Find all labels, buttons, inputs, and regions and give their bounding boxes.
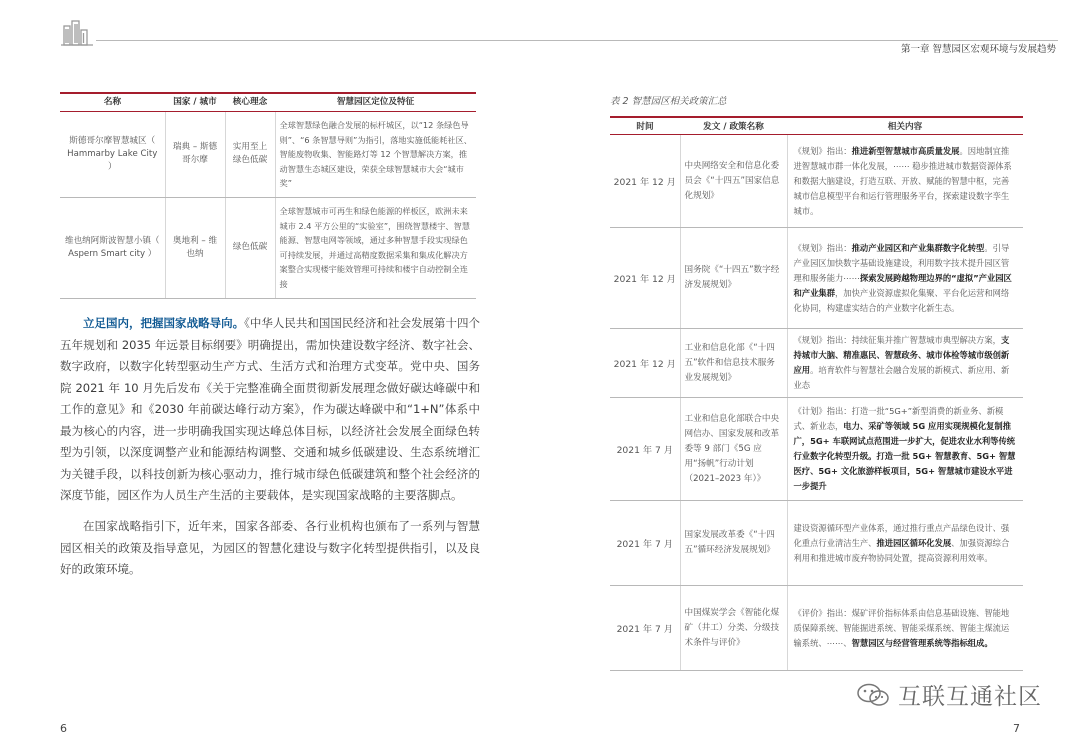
policy-highlight: 电力、采矿等领域 5G 应用实现规模化复制推广，5G+ 车联网试点范围进一步扩大，促进农业水利等传统行业数字化转型升级。打造一批 5G+ 智慧教育、5G+ 智慧医疗、5G+ 文化旅游样板项目，5G+ 智慧城市建设水平进一步提升 (793, 421, 1016, 491)
district-features: 全球智慧城市可再生和绿色能源的样板区，欧洲未来城市 2.4 平方公里的“实验室”，围绕智慧楼宇、智慧能源、智慧电网等领域，通过多种智慧手段实现绿色可持续发展，并通过高精度数据采集和集成化解决方案整合实现楼宇能效管理可持续和楼宇自动控制全连接 (275, 197, 476, 298)
policy-content (787, 228, 1023, 329)
column-header: 智慧园区定位及特征 (275, 93, 476, 112)
policy-document: 国家发展改革委《“十四五”循环经济发展规划》 (680, 501, 787, 586)
body-paragraph (60, 516, 480, 581)
policy-time: 2021 年 12 月 (610, 135, 680, 228)
policy-time: 2021 年 7 月 (610, 398, 680, 501)
table-row (610, 586, 1023, 671)
policy-content (787, 501, 1023, 586)
policy-table (610, 116, 1023, 671)
policy-content (787, 135, 1023, 228)
policy-highlight: 探索发展跨越物理边界的“虚拟”产业园区和产业集群 (793, 272, 1012, 298)
chapter-title: 第一章 智慧园区宏观环境与发展趋势 (895, 41, 1056, 55)
building-icon (60, 18, 94, 46)
policy-highlight: 推动产业园区和产业集群数字化转型 (851, 242, 985, 253)
district-name: 维也纳阿斯波智慧小镇（ Aspern Smart city ） (60, 197, 165, 298)
table-header-row (60, 93, 476, 112)
policy-text: 、加强资源综合利用和推进城市废弃物协同处置，提高资源利用效率。 (793, 537, 1010, 563)
policy-text: 。因地制宜推进智慧城市群一体化发展，⋯⋯ 稳步推进城市数据资源体系和数据大脑建设，打造互联、开放、赋能的智慧中枢，完善城市信息模型平台和运行管理服务平台，探索建设数字孪生城市。 (793, 145, 1012, 216)
table-row (60, 112, 476, 198)
district-name: 斯德哥尔摩智慧城区（ Hammarby Lake City ） (60, 112, 165, 198)
policy-text: 《规划》指出： (793, 242, 852, 253)
column-header: 核心理念 (225, 93, 275, 112)
policy-highlight: 推进园区循环化发展 (876, 537, 952, 548)
paragraph-text: 《中华人民共和国国民经济和社会发展第十四个五年规划和 2035 年远景目标纲要》明确提出，需加快建设数字经济、数字社会、数字政府，以数字化转型驱动生产方式、生活方式和治理方式变革。党中央、国务院 2021 年 10 月先后发布《关于完整准确全面贯彻新发展理念做好碳达峰碳中和工作的意见》和《2030 年前碳达峰行动方案》，作为碳达峰碳中和“1+N”体系中最为核心的内容，进一步明确我国实现达峰总体目标，以经济社会发展全面绿色转型为引领，以深度调整产业和能源结构调整、交通和城乡低碳建设、生态系统增汇为关键手段，以科技创新为核心驱动力，推行城市绿色低碳建筑和整个社会经济的深度节能，园区作为人员生产生活的主要载体，是实现国家战略的主要落脚点。 (60, 316, 481, 502)
smart-district-table (60, 92, 476, 299)
policy-text: 建设资源循环型产业体系，通过推行重点产品绿色设计、强化重点行业清洁生产、 (793, 522, 1010, 548)
column-header: 名称 (60, 93, 165, 112)
policy-text: 《评价》指出：煤矿评价指标体系由信息基础设施、智能地质保障系统、智能掘进系统、智能采煤系统、智能主煤流运输系统、⋯⋯、 (793, 607, 1010, 648)
paragraph-lead: 立足国内，把握国家战略导向。 (83, 316, 245, 330)
column-header: 时间 (610, 117, 680, 135)
policy-text: 《计划》指出：打造一批“5G+”新型消费的新业务、新模式、新业态， (793, 406, 1004, 431)
policy-time: 2021 年 7 月 (610, 586, 680, 671)
policy-highlight: 智慧园区与经营管理系统等指标组成。 (851, 637, 993, 648)
district-city: 奥地利 – 维也纳 (165, 197, 225, 298)
table-row (610, 501, 1023, 586)
policy-document: 国务院《“十四五”数字经济发展规划》 (680, 228, 787, 329)
policy-document: 中国煤炭学会《智能化煤矿（井工）分类、分级技术条件与评价》 (680, 586, 787, 671)
policy-highlight: 推进新型智慧城市高质量发展 (851, 145, 960, 156)
policy-document: 中央网络安全和信息化委员会《“十四五”国家信息化规划》 (680, 135, 787, 228)
policy-text: 《规划》指出：持续征集并推广智慧城市典型解决方案， (793, 335, 1001, 345)
district-concept: 实用至上 绿色低碳 (225, 112, 275, 198)
page-number-left: 6 (60, 722, 67, 735)
table-header-row (610, 117, 1023, 135)
district-features: 全球智慧绿色融合发展的标杆城区，以“12 条绿色导则”、“6 条智慧导则”为指引，落地实施低能耗社区、智能废物收集、智能路灯等 12 个智慧解决方案，推动智慧生态城区建设，荣获全球智慧城市大会“城市奖” (275, 112, 476, 198)
policy-highlight: 支持城市大脑、精准惠民、智慧政务、城市体检等城市级创新应用 (793, 335, 1010, 375)
policy-document: 工业和信息化部联合中央网信办、国家发展和改革委等 9 部门《5G 应用“扬帆”行动计划（2021–2023 年）》 (680, 398, 787, 501)
policy-table-body (610, 135, 1023, 671)
table-row (60, 197, 476, 298)
district-city: 瑞典 – 斯德哥尔摩 (165, 112, 225, 198)
policy-time: 2021 年 12 月 (610, 228, 680, 329)
column-header: 国家 / 城市 (165, 93, 225, 112)
policy-text: 。引导产业园区加快数字基础设施建设，利用数字技术提升园区管理和服务能力⋯⋯ (793, 242, 1010, 283)
policy-text: 《规划》指出： (793, 145, 852, 156)
table-row (610, 398, 1023, 501)
table-row (610, 228, 1023, 329)
policy-text: 。培育软件与智慧社会融合发展的新模式、新应用、新业态 (793, 365, 1010, 390)
paragraph-text: 在国家战略指引下，近年来，国家各部委、各行业机构也颁布了一系列与智慧园区相关的政策及指导意见，为园区的智慧化建设与数字化转型提供指引，以及良好的政策环境。 (60, 519, 480, 576)
table-row (610, 135, 1023, 228)
watermark-text: 互联互通社区 (898, 684, 1042, 710)
column-header: 发文 / 政策名称 (680, 117, 787, 135)
table-caption: 表 2 智慧园区相关政策汇总 (610, 96, 727, 107)
wechat-icon (856, 683, 890, 707)
table-row (610, 329, 1023, 398)
watermark (856, 678, 1042, 711)
district-concept: 绿色低碳 (225, 197, 275, 298)
policy-time: 2021 年 7 月 (610, 501, 680, 586)
policy-content (787, 586, 1023, 671)
page-number-right: 7 (1013, 722, 1020, 735)
policy-content (787, 398, 1023, 501)
policy-document: 工业和信息化部《“十四五”软件和信息技术服务业发展规划》 (680, 329, 787, 398)
policy-time: 2021 年 12 月 (610, 329, 680, 398)
policy-text: ，加快产业资源虚拟化集聚、平台化运营和网络化协同，构建虚实结合的产业数字化新生态。 (793, 287, 1010, 313)
body-paragraph (60, 313, 480, 507)
column-header: 相关内容 (787, 117, 1023, 135)
policy-content (787, 329, 1023, 398)
